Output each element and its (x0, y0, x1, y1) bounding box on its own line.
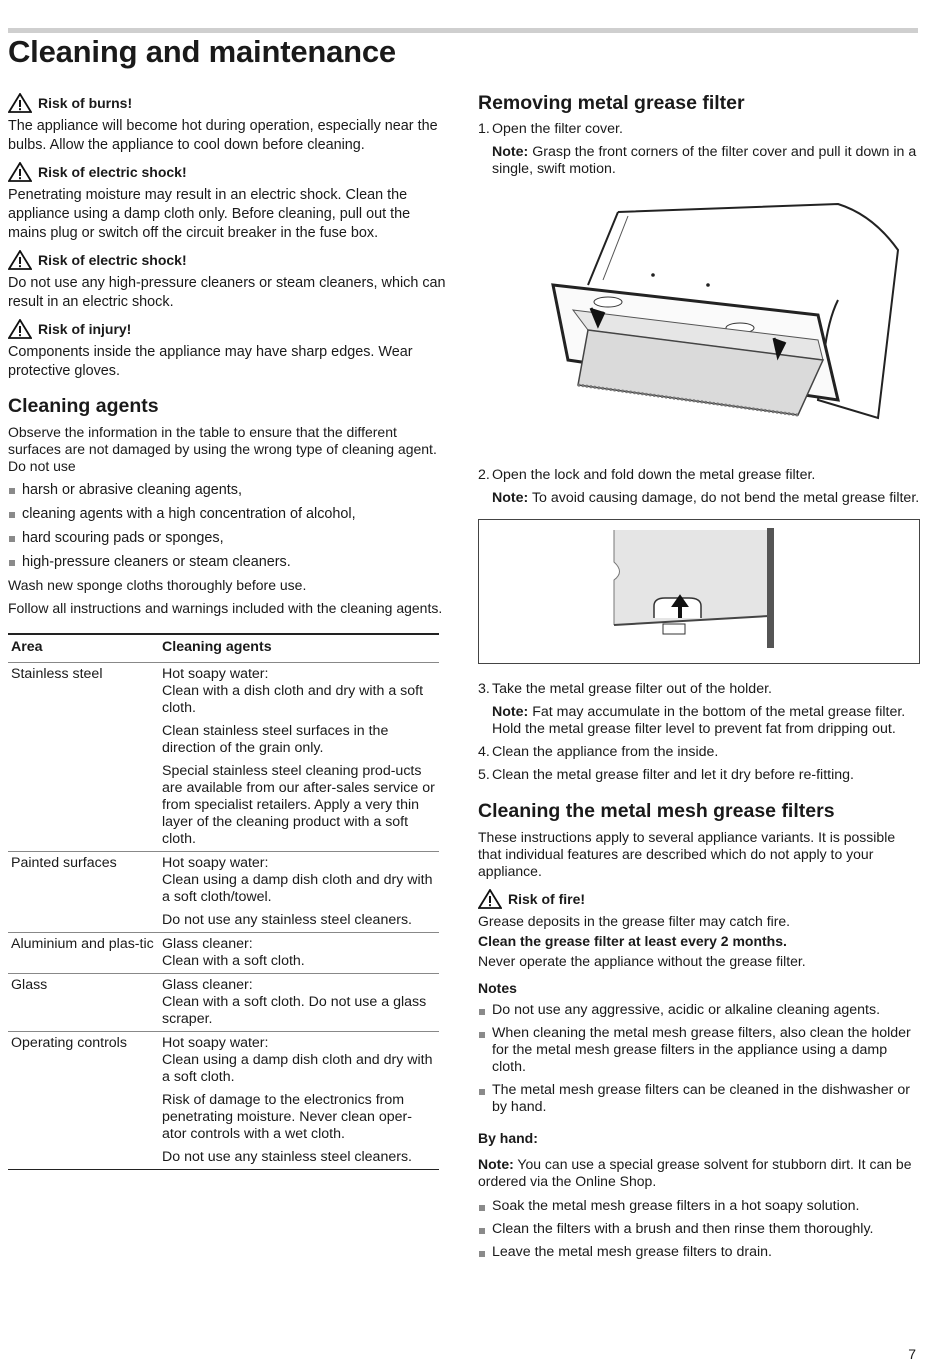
filter-cover-illustration (478, 190, 918, 450)
left-column (8, 92, 448, 1170)
page-title: Cleaning and maintenance (8, 34, 396, 69)
warning-injury (8, 318, 448, 381)
fire-instruction: Clean the grease filter at least every 2 months. (478, 933, 787, 949)
warning-title: Risk of electric shock! (38, 164, 187, 180)
mesh-filters-heading: Cleaning the metal mesh grease filters (478, 800, 835, 822)
fire-text-2: Never operate the appliance without the grease filter. (478, 953, 806, 969)
agents-cell (159, 852, 439, 933)
fire-text: Grease deposits in the grease filter may catch fire. (478, 913, 791, 929)
agents-cell (159, 974, 439, 1032)
agent-instruction: Special stainless steel cleaning prod-ucts are available from our after-sales service or from specialist retailers. Apply a very thin layer of the cleaning product with a soft cloth. (162, 763, 435, 847)
warning-title: Risk of electric shock! (38, 252, 187, 268)
warning-electric-shock-1 (8, 161, 448, 243)
warning-electric-shock-2 (8, 249, 448, 312)
agents-cell (159, 1032, 439, 1170)
agent-instruction: Hot soapy water: Clean using a damp dish cloth and dry with a soft cloth. (162, 1035, 433, 1085)
header-rule (8, 28, 918, 33)
cleaning-agents-heading: Cleaning agents (8, 395, 159, 417)
list-item: When cleaning the metal mesh grease filters, also clean the holder for the metal mesh grease filters in the appliance using a damp cloth. (478, 1025, 920, 1076)
warning-icon (8, 319, 32, 339)
step-5: 5. Clean the metal grease filter and let it dry before re-fitting. (478, 767, 854, 783)
table-row (8, 933, 439, 974)
table-row (8, 852, 439, 933)
notes-list (478, 1002, 920, 1116)
agent-instruction: Do not use any stainless steel cleaners. (162, 1149, 412, 1165)
warning-text: The appliance will become hot during operation, especially near the bulbs. Allow the appliance to cool down before cleaning. (8, 118, 438, 153)
list-item: Clean the filters with a brush and then rinse them thoroughly. (478, 1221, 920, 1238)
page-number: 7 (908, 1346, 916, 1362)
filter-lock-illustration (478, 519, 920, 664)
warning-fire (478, 888, 920, 910)
column-header-area: Area (8, 634, 159, 663)
step-2: 2. Open the lock and fold down the metal grease filter. (478, 467, 816, 483)
mesh-filters-intro: These instructions apply to several appliance variants. It is possible that individual features are described which do not apply to your appliance. (478, 829, 896, 879)
list-item: harsh or abrasive cleaning agents, (8, 481, 448, 500)
warning-text: Do not use any high-pressure cleaners or steam cleaners, which can result in an electric shock. (8, 275, 446, 310)
list-item: hard scouring pads or sponges, (8, 529, 448, 548)
sponge-note: Wash new sponge cloths thoroughly before use. (8, 577, 307, 593)
by-hand-heading: By hand: (478, 1130, 538, 1146)
step-3-note: Note: Fat may accumulate in the bottom of the metal grease filter. Hold the metal grease filter level to prevent fat from dripping out. (492, 704, 906, 737)
agent-instruction: Hot soapy water: Clean with a dish cloth and dry with a soft cloth. (162, 666, 424, 716)
agent-instruction: Risk of damage to the electronics from penetrating moisture. Never clean oper-ator controls with a wet cloth. (162, 1092, 412, 1142)
by-hand-note: Note: You can use a special grease solvent for stubborn dirt. It can be ordered via the Online Shop. (478, 1156, 912, 1189)
area-cell: Glass (8, 974, 159, 1032)
notes-heading: Notes (478, 980, 517, 996)
right-column (478, 92, 920, 1267)
warning-title: Risk of injury! (38, 321, 132, 337)
warning-icon (8, 250, 32, 270)
instructions-note: Follow all instructions and warnings included with the cleaning agents. (8, 600, 443, 616)
list-item: high-pressure cleaners or steam cleaners. (8, 553, 448, 572)
warning-burns (8, 92, 448, 155)
step-3: 3. Take the metal grease filter out of the holder. (478, 681, 772, 697)
by-hand-list (478, 1198, 920, 1261)
cleaning-agents-table (8, 633, 439, 1170)
area-cell: Operating controls (8, 1032, 159, 1170)
warning-text: Penetrating moisture may result in an electric shock. Clean the appliance using a damp cloth only. Before cleaning, pull out the mains plug or switch off the circuit breaker in the fuse box. (8, 187, 411, 241)
removing-filter-heading: Removing metal grease filter (478, 92, 745, 114)
agents-cell (159, 663, 439, 852)
table-row (8, 663, 439, 852)
area-cell: Aluminium and plas-tic (8, 933, 159, 974)
table-row (8, 1032, 439, 1170)
cleaning-agents-intro: Observe the information in the table to ensure that the different surfaces are not damaged by using the wrong type of cleaning agent. Do not use (8, 424, 437, 474)
list-item: Soak the metal mesh grease filters in a hot soapy solution. (478, 1198, 920, 1215)
step-2-note: Note: To avoid causing damage, do not bend the metal grease filter. (492, 490, 920, 506)
table-row (8, 974, 439, 1032)
warning-icon (478, 889, 502, 909)
step-1: 1. Open the filter cover. (478, 121, 623, 137)
warning-title: Risk of fire! (508, 891, 586, 907)
list-item: cleaning agents with a high concentration of alcohol, (8, 505, 448, 524)
list-item: The metal mesh grease filters can be cleaned in the dishwasher or by hand. (478, 1082, 920, 1116)
area-cell: Painted surfaces (8, 852, 159, 933)
warning-icon (8, 93, 32, 113)
step-4: 4. Clean the appliance from the inside. (478, 744, 719, 760)
agent-instruction: Glass cleaner: Clean with a soft cloth. Do not use a glass scraper. (162, 977, 427, 1027)
warning-text: Components inside the appliance may have sharp edges. Wear protective gloves. (8, 344, 413, 379)
agent-instruction: Do not use any stainless steel cleaners. (162, 912, 412, 928)
agent-instruction: Clean stainless steel surfaces in the direction of the grain only. (162, 723, 389, 756)
list-item: Leave the metal mesh grease filters to drain. (478, 1244, 920, 1261)
agents-cell (159, 933, 439, 974)
area-cell: Stainless steel (8, 663, 159, 852)
agent-instruction: Glass cleaner: Clean with a soft cloth. (162, 936, 305, 969)
agent-instruction: Hot soapy water: Clean using a damp dish cloth and dry with a soft cloth/towel. (162, 855, 433, 905)
cleaning-agents-list (8, 481, 448, 572)
warning-icon (8, 162, 32, 182)
step-1-note: Note: Grasp the front corners of the filter cover and pull it down in a single, swift motion. (492, 144, 917, 177)
warning-title: Risk of burns! (38, 95, 133, 111)
column-header-agents: Cleaning agents (159, 634, 439, 663)
list-item: Do not use any aggressive, acidic or alkaline cleaning agents. (478, 1002, 920, 1019)
